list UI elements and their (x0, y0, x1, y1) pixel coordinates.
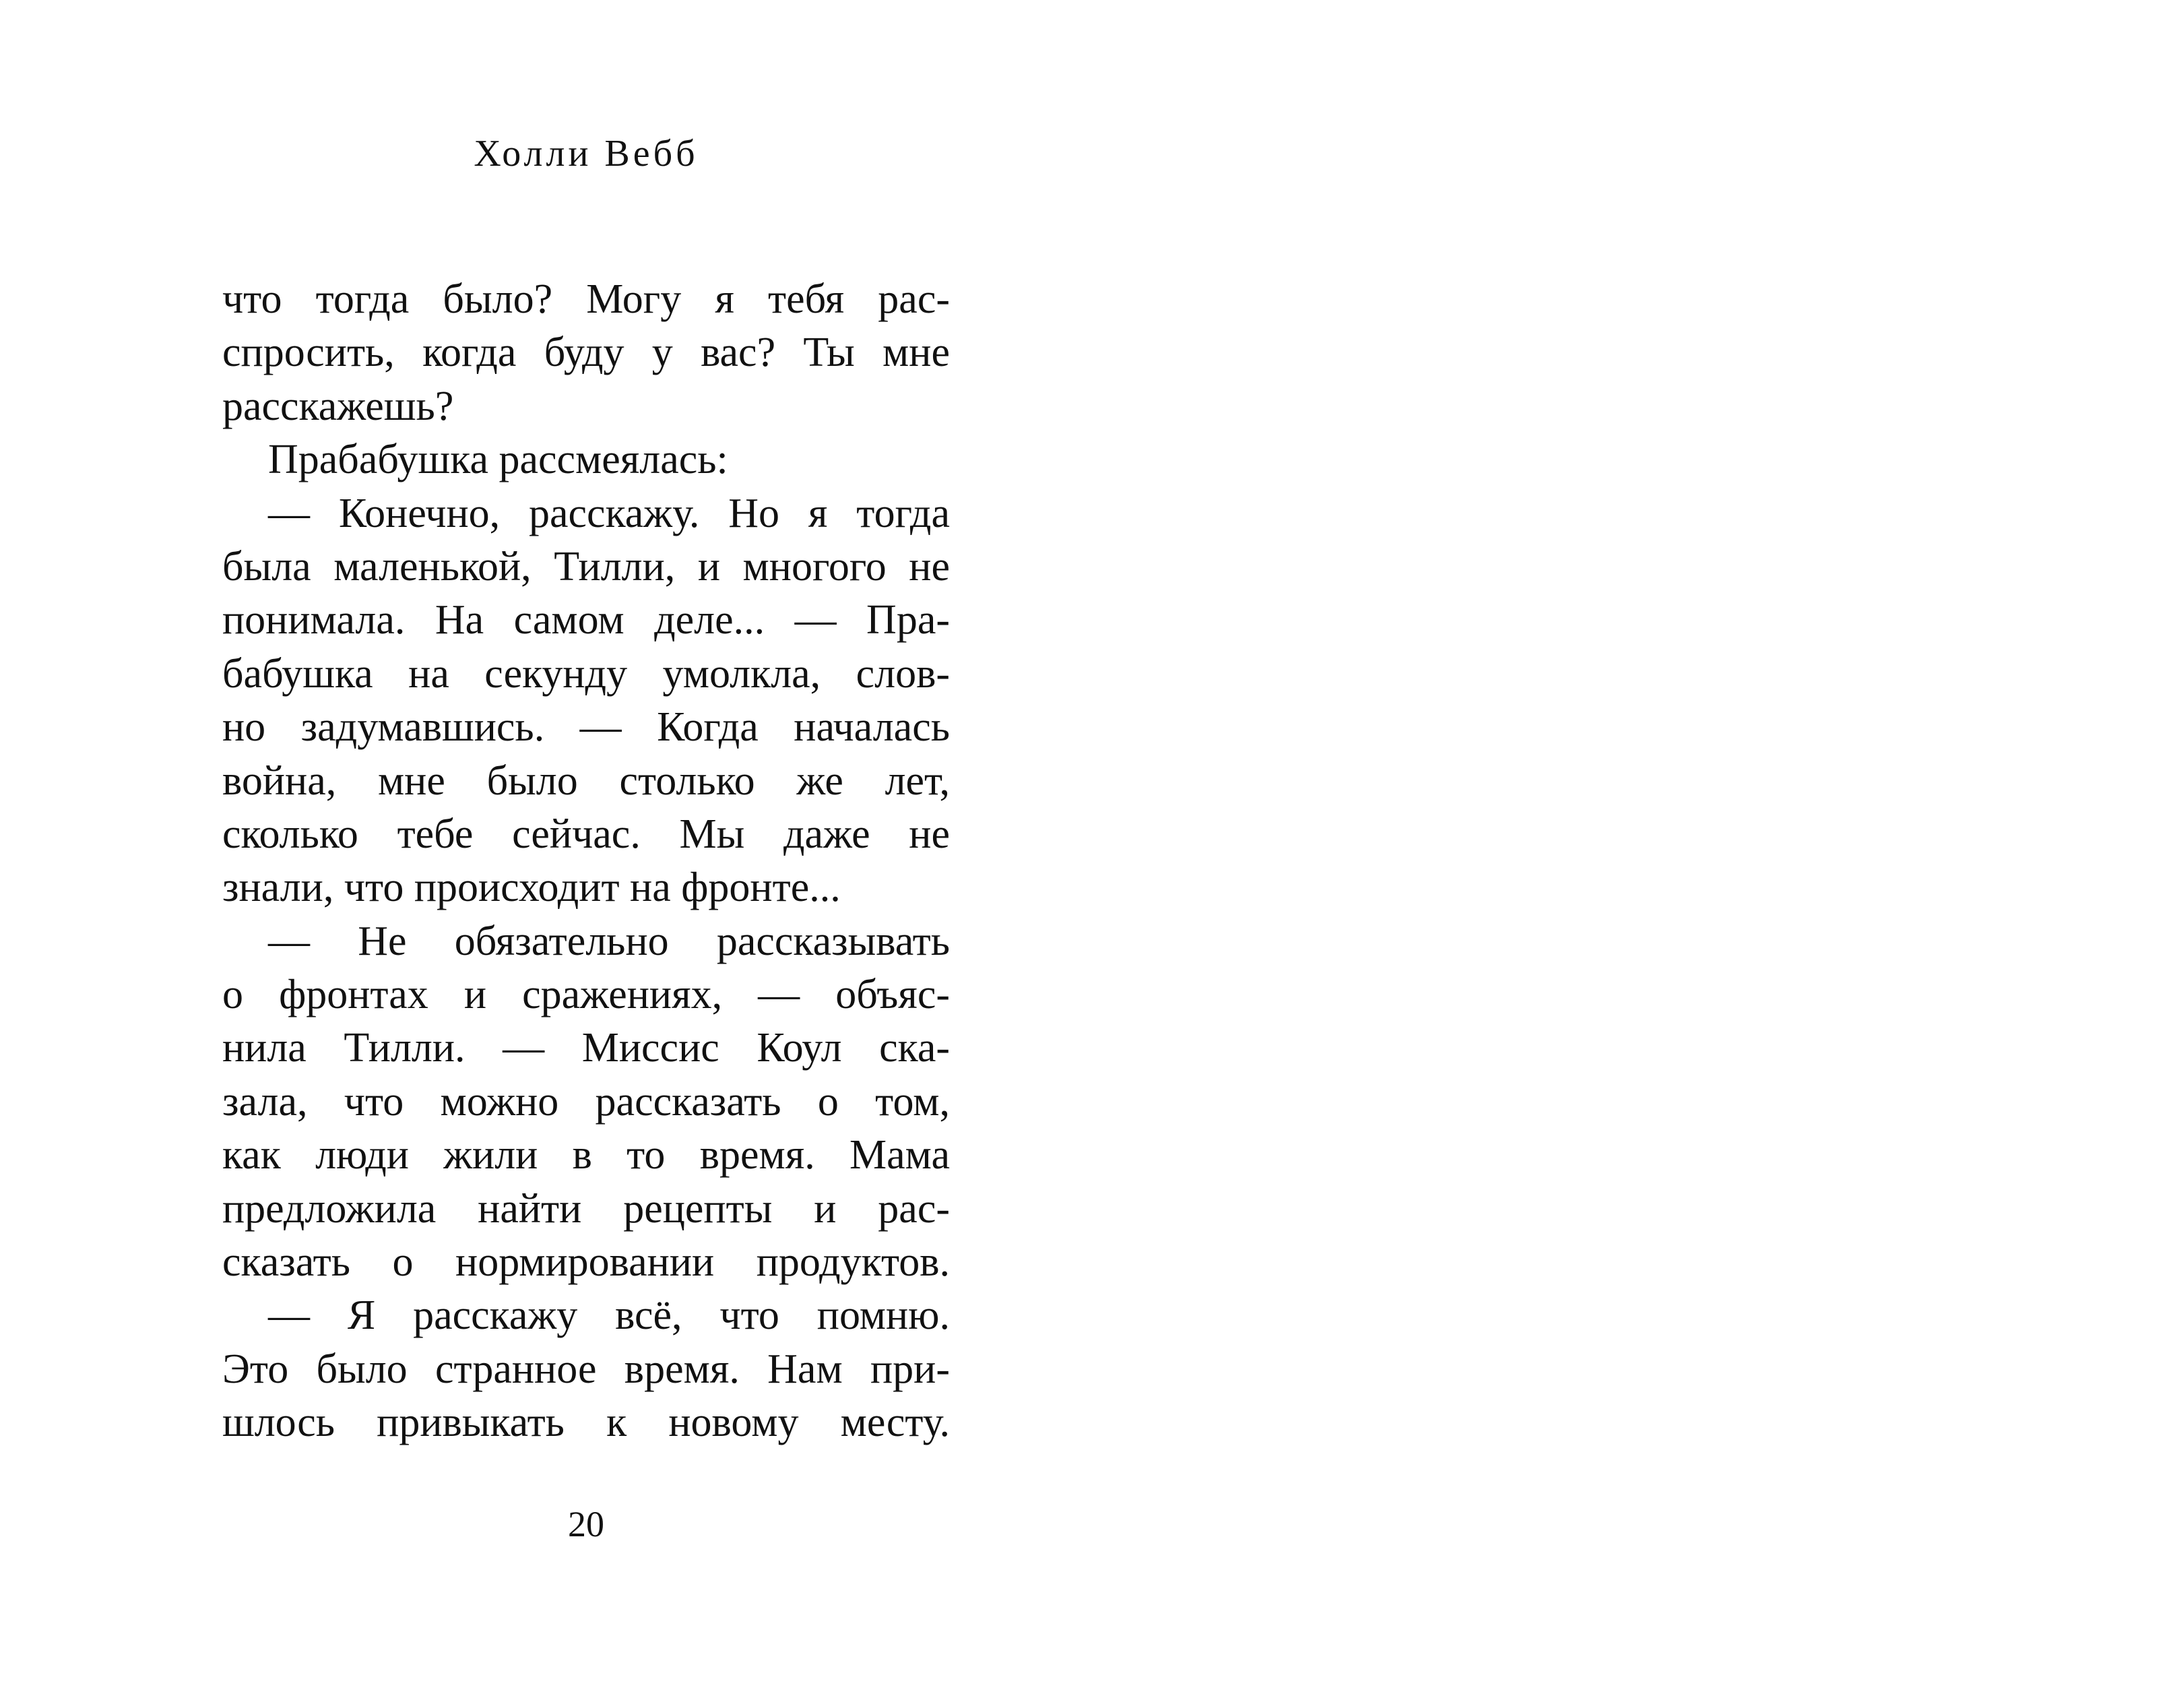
text-line: о фронтах и сражениях, — объяс- (222, 972, 950, 1018)
text-line: — Конечно, расскажу. Но я тогда (268, 490, 950, 536)
text-line: зала, что можно рассказать о том, (222, 1078, 950, 1125)
running-head-text: Холли Вебб (474, 133, 699, 175)
text-line: как люди жили в то время. Мама (222, 1132, 950, 1179)
text-line: предложила найти рецепты и рас- (222, 1185, 950, 1232)
page-number: 20 (568, 1504, 604, 1544)
text-line: нила Тилли. — Миссис Коул ска- (222, 1025, 950, 1071)
text-line: Прабабушка рассмеялась: (268, 437, 728, 483)
text-line: сказать о нормировании продуктов. (222, 1239, 950, 1286)
text-line: расскажешь? (222, 383, 454, 429)
text-line: что тогда было? Могу я тебя рас- (222, 276, 950, 322)
text-line: шлось привыкать к новому месту. (222, 1400, 950, 1446)
text-line: бабушка на секунду умолкла, слов- (222, 650, 950, 697)
body-text (222, 273, 950, 1450)
text-line: но задумавшись. — Когда началась (222, 704, 950, 751)
running-head (222, 127, 950, 181)
text-line: понимала. На самом деле... — Пра- (222, 597, 950, 643)
text-line: сколько тебе сейчас. Мы даже не (222, 811, 950, 857)
text-line: — Не обязательно рассказывать (268, 918, 950, 964)
text-line: война, мне было столько же лет, (222, 757, 950, 804)
text-line: была маленькой, Тилли, и многого не (222, 543, 950, 590)
text-line: Это было странное время. Нам при- (222, 1346, 950, 1392)
text-line: знали, что происходит на фронте... (222, 865, 841, 911)
text-line: спросить, когда буду у вас? Ты мне (222, 329, 950, 376)
text-line: — Я расскажу всё, что помню. (268, 1292, 950, 1339)
